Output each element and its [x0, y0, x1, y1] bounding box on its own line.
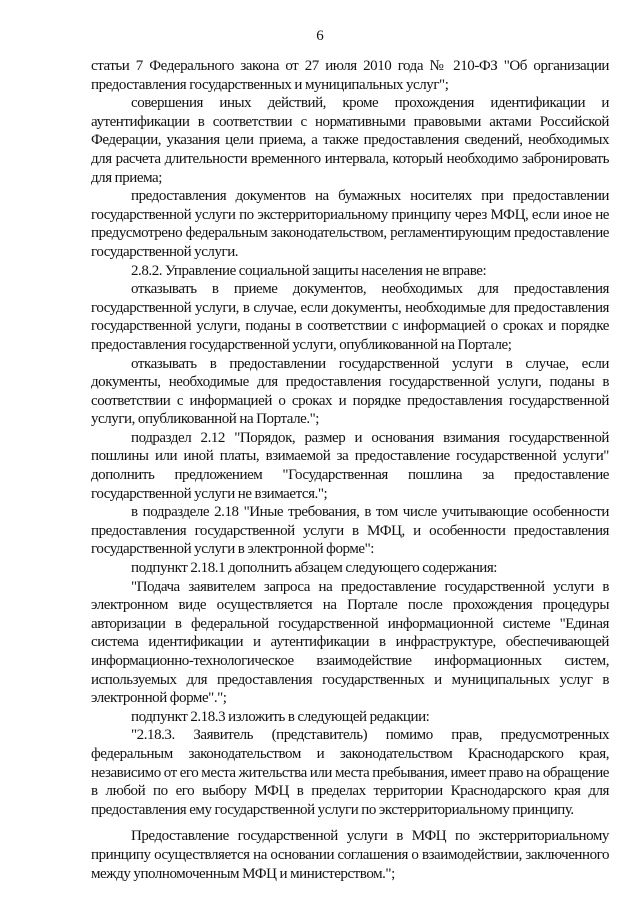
paragraph-7: подраздел 2.12 "Порядок, размер и основания взимания государственной пошлины или иной платы, взимаемой за предоставление государственной услуги" дополнить предложением "Государственная пошлина за предоставление государственной услуги не взимается.";	[91, 429, 609, 502]
paragraph-13: Предоставление государственной услуги в МФЦ по экстерриториальному принципу осуществляется на основании соглашения о взаимодействии, заключенного между уполномоченным МФЦ и министерством.";	[91, 828, 609, 882]
paragraph-3: предоставления документов на бумажных носителях при предоставлении государственной услуги по экстерриториальному принципу через МФЦ, если иное не предусмотрено федеральным законодательством, регламентирующим предоставление государственной услуги.	[91, 188, 609, 260]
paragraph-5: отказывать в приеме документов, необходимых для предоставления государственной услуги, в случае, если документы, необходимые для предоставления государственной услуги, поданы в соответствии с информацией о сроках и порядке предоставления государственной услуги, опубликованной на Портале;	[91, 281, 609, 353]
paragraph-6: отказывать в предоставлении государственной услуги в случае, если документы, необходимые для предоставления государственной услуги, поданы в соответствии с информацией о сроках и порядке предоставления государственной услуги, опубликованной на Портале.";	[91, 355, 609, 428]
document-body	[91, 57, 609, 883]
paragraph-8: в подразделе 2.18 "Иные требования, в том числе учитывающие особенности предоставления государственной услуги в МФЦ, и особенности предоставления государственной услуги в электронной форме":	[91, 504, 609, 558]
paragraph-2: совершения иных действий, кроме прохождения идентификации и аутентификации в соответствии с нормативными правовыми актами Российской Федерации, указания цели приема, а также предоставления сведений, необходимых для расчета длительности временного интервала, который необходимо забронировать для приема;	[91, 95, 609, 186]
paragraph-4: 2.8.2. Управление социальной защиты населения не вправе:	[131, 262, 487, 279]
paragraph-1: статьи 7 Федерального закона от 27 июля 2010 года № 210-ФЗ "Об организации предоставления государственных и муниципальных услуг";	[91, 58, 609, 93]
paragraph-9: подпункт 2.18.1 дополнить абзацем следующего содержания:	[131, 560, 498, 577]
paragraph-12: "2.18.3. Заявитель (представитель) помимо прав, предусмотренных федеральным законодательством и законодательством Краснодарского края, независимо от его места жительства или места пребывания, имеет право на обращение в любой по его выбору МФЦ в пределах территории Краснодарского края для предоставления ему государственной услуги по экстерриториальному принципу.	[91, 727, 610, 818]
paragraph-11: подпункт 2.18.3 изложить в следующей редакции:	[131, 708, 430, 725]
paragraph-10: "Подача заявителем запроса на предоставление государственной услуги в электронном виде осуществляется на Портале после прохождения процедуры авторизации в федеральной государственной информационной системе "Единая система идентификации и аутентификации в инфраструктуре, обеспечивающей информационно-технологическое взаимодействие информационных систем, используемых для предоставления государственных и муниципальных услуг в электронной форме".";	[91, 578, 609, 707]
page-number: 6	[316, 28, 324, 44]
